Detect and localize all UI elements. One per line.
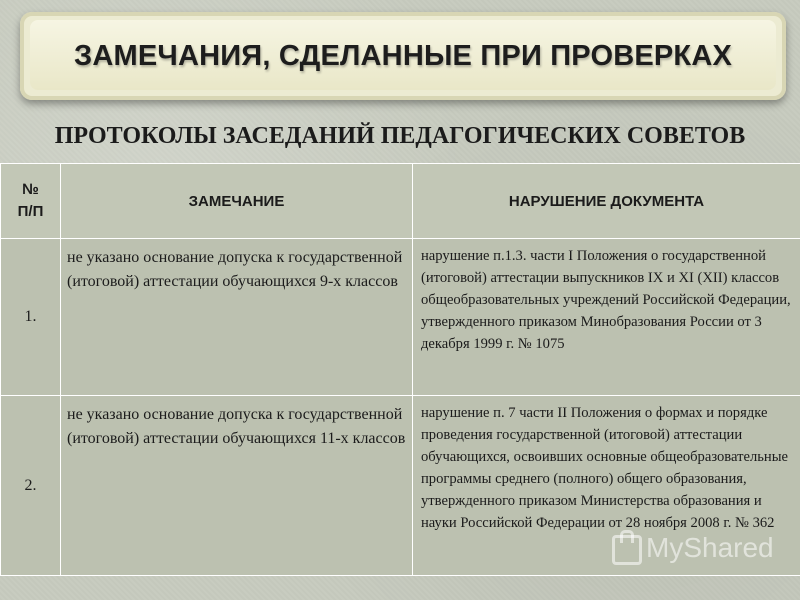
table-row <box>1 239 800 396</box>
bag-logo-icon <box>612 535 642 565</box>
slide-title: ЗАМЕЧАНИЯ, СДЕЛАННЫЕ ПРИ ПРОВЕРКАХ <box>73 39 733 72</box>
header-remark: ЗАМЕЧАНИЕ <box>61 164 413 239</box>
header-number-symbol: № <box>22 181 39 198</box>
row-number: 1. <box>1 239 61 396</box>
title-banner <box>20 12 786 100</box>
table-header-row <box>1 164 800 239</box>
row-number: 2. <box>1 396 61 576</box>
violation-text: нарушение п.1.3. части I Положения о государственной (итоговой) аттестации выпускников IX и XI (XII) классов общеобразовательных учреждений Российской Федерации, утвержденного приказом Минобразования России от 3 декабря 1999 г. № 1075 <box>421 248 791 352</box>
header-number-abbr: П/П <box>17 203 44 220</box>
violation-text: нарушение п. 7 части II Положения о формах и порядке проведения государственной (итоговой) аттестации обучающихся, освоивших основные общеобразовательные программы среднего (полного) общего образования, утвержденного приказом Министерства образования и науки Российской Федерации от 28 ноября 2008 г. № 362 <box>421 405 788 531</box>
remark-text: не указано основание допуска к государственной (итоговой) аттестации обучающихся 9-х классов <box>67 249 403 290</box>
table-subtitle: ПРОТОКОЛЫ ЗАСЕДАНИЙ ПЕДАГОГИЧЕСКИХ СОВЕТОВ <box>54 123 746 149</box>
remark-cell <box>61 239 413 396</box>
header-violation: НАРУШЕНИЕ ДОКУМЕНТА <box>413 164 800 239</box>
header-number <box>1 164 61 239</box>
watermark-text: MyShared <box>646 532 774 563</box>
remark-text: не указано основание допуска к государственной (итоговой) аттестации обучающихся 11-х классов <box>67 406 406 447</box>
violation-cell <box>413 239 800 396</box>
remark-cell <box>61 396 413 576</box>
watermark <box>612 532 774 564</box>
remarks-table <box>0 163 800 576</box>
